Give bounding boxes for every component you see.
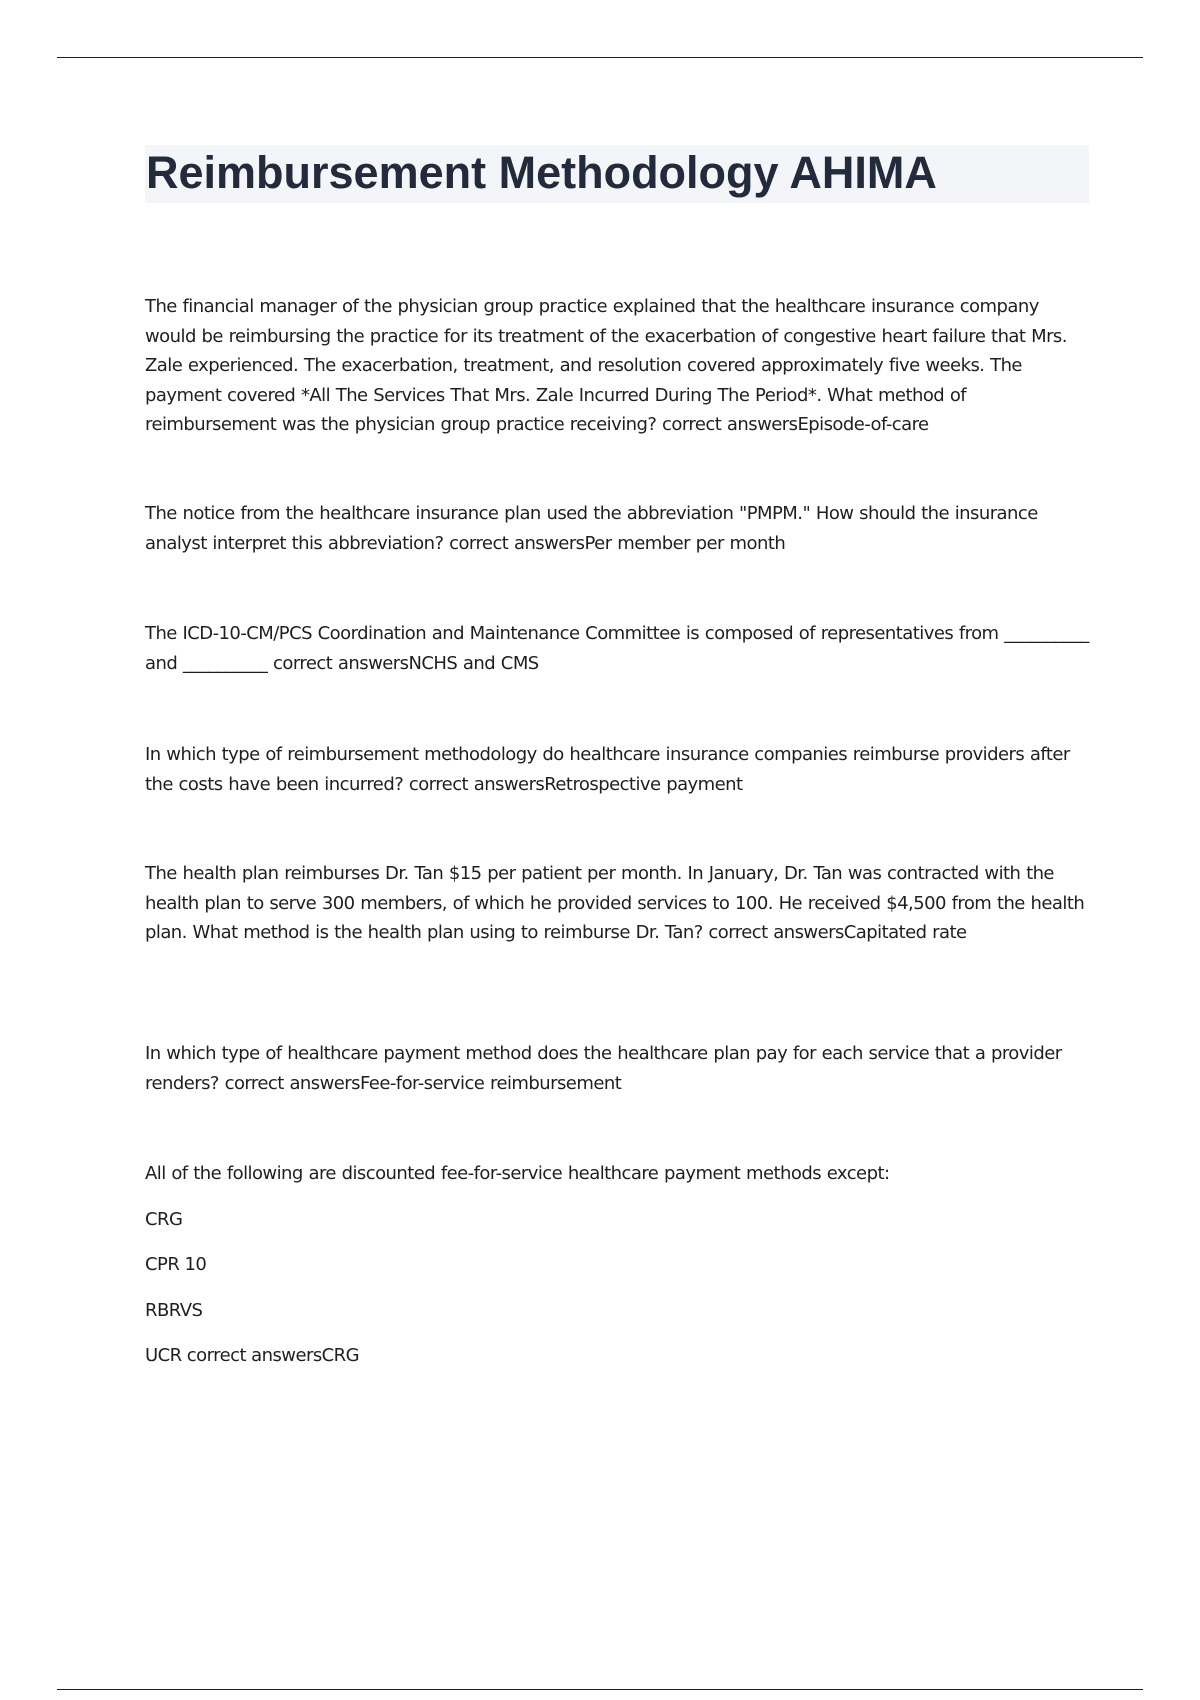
option-item: CPR 10 — [145, 1254, 207, 1275]
question-retrospective-payment: In which type of reimbursement methodology do healthcare insurance companies reimburse providers after the costs have been incurred? correct answersRetrospective payment — [145, 744, 1070, 795]
question-fee-for-service: In which type of healthcare payment method does the healthcare plan pay for each service that a provider renders? correct answersFee-for-service reimbursement — [145, 1043, 1062, 1094]
question-episode-of-care: The financial manager of the physician group practice explained that the healthcare insurance company would be reimbursing the practice for its treatment of the exacerbation of congestive heart failure that Mrs. Zale experienced. The exacerbation, treatment, and resolution covered approximately five weeks. The payment covered *All The Services That Mrs. Zale Incurred During The Period*. What method of reimbursement was the physician group practice receiving? correct answersEpisode-of-care — [145, 296, 1067, 435]
option-item: CRG — [145, 1209, 183, 1230]
option-item-with-answer: UCR correct answersCRG — [145, 1345, 360, 1366]
footer-rule — [57, 1689, 1143, 1690]
question-coordination-committee: The ICD-10-CM/PCS Coordination and Maintenance Committee is composed of representatives from __________ and __________ correct answersNCHS and CMS — [145, 623, 1089, 674]
question-pmpm: The notice from the healthcare insurance plan used the abbreviation "PMPM." How should the insurance analyst interpret this abbreviation? correct answersPer member per month — [145, 503, 1038, 554]
document-title: Reimbursement Methodology AHIMA — [146, 147, 937, 198]
question-discounted-fee-for-service: All of the following are discounted fee-for-service healthcare payment methods except: — [145, 1163, 890, 1184]
header-rule — [57, 57, 1143, 58]
option-item: RBRVS — [145, 1300, 203, 1321]
question-capitated-rate: The health plan reimburses Dr. Tan $15 per patient per month. In January, Dr. Tan was contracted with the health plan to serve 300 members, of which he provided services to 100. He received $4,500 from the health plan. What method is the health plan using to reimburse Dr. Tan? correct answersCapitated rate — [145, 863, 1085, 943]
